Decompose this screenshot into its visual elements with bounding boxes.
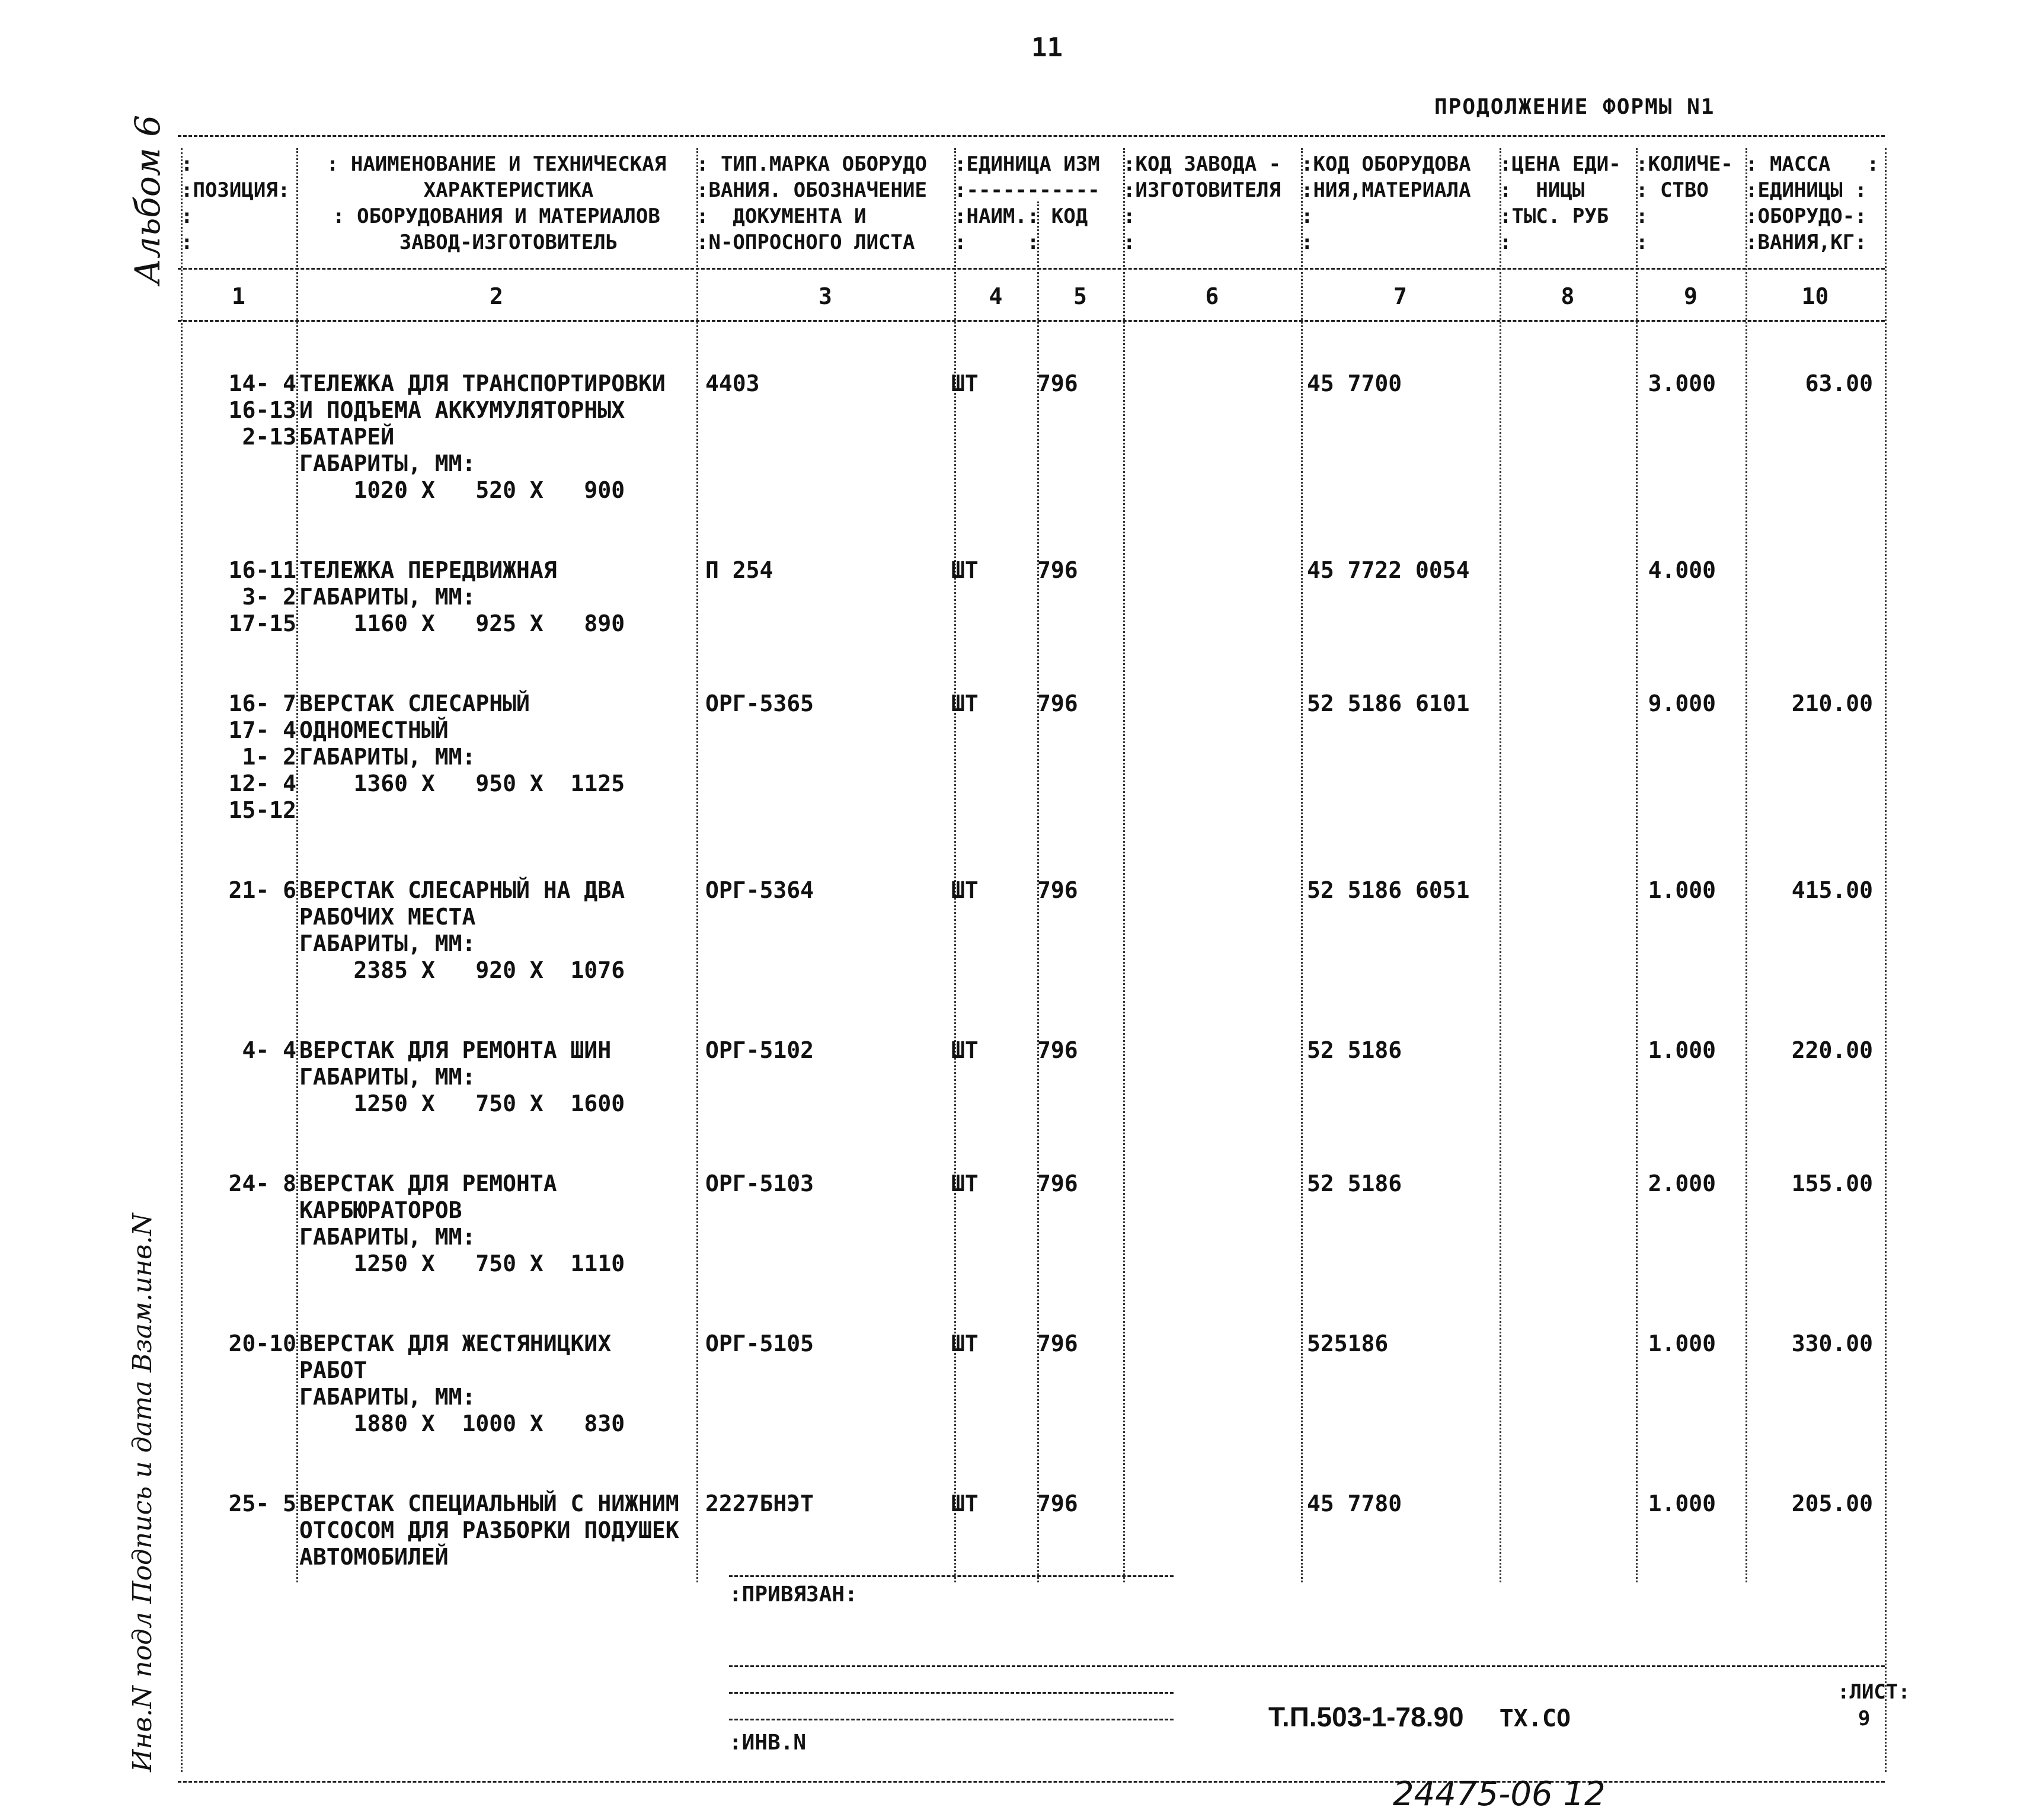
name-cell: ГАБАРИТЫ, ММ: — [299, 450, 476, 476]
position-cell: 24- 8 — [228, 1170, 296, 1197]
bound-label: :ПРИВЯЗАН: — [729, 1582, 858, 1607]
col-divider — [1885, 148, 1887, 1772]
mass-cell: 155.00 — [1791, 1170, 1873, 1197]
material-code-cell: 45 7700 — [1307, 370, 1402, 396]
name-cell: ВЕРСТАК ДЛЯ РЕМОНТА ШИН — [299, 1037, 612, 1063]
header-price: :ЦЕНА ЕДИ- : НИЦЫ :ТЫС. РУБ : — [1500, 152, 1621, 254]
name-cell: 1250 Х 750 Х 1110 — [299, 1250, 625, 1277]
name-cell: ВЕРСТАК СПЕЦИАЛЬНЫЙ С НИЖНИМ — [299, 1490, 679, 1517]
name-cell: 1360 Х 950 Х 1125 — [299, 770, 625, 797]
name-cell: ГАБАРИТЫ, ММ: — [299, 1384, 476, 1410]
unit-code-cell: 796 — [1037, 370, 1078, 396]
form-title: ПРОДОЛЖЕНИЕ ФОРМЫ N1 — [1434, 95, 1715, 119]
unit-cell: ШТ — [951, 877, 979, 903]
stamp-block — [729, 1582, 1174, 1772]
name-cell: ГАБАРИТЫ, ММ: — [299, 584, 476, 610]
inv-label: :ИНВ.N — [729, 1731, 807, 1755]
name-cell: ТЕЛЕЖКА ПЕРЕДВИЖНАЯ — [299, 557, 557, 583]
name-cell: РАБОЧИХ МЕСТА — [299, 904, 476, 930]
type-cell: П 254 — [705, 557, 773, 583]
handwritten-number: 24475-06 12 — [1393, 1775, 1606, 1813]
sheet-number: 9 — [1858, 1707, 1871, 1731]
name-cell: И ПОДЪЕМА АККУМУЛЯТОРНЫХ — [299, 397, 625, 423]
unit-cell: ШТ — [951, 690, 979, 717]
name-cell: КАРБЮРАТОРОВ — [299, 1197, 462, 1223]
unit-cell: ШТ — [951, 1037, 979, 1063]
material-code-cell: 45 7722 0054 — [1307, 557, 1470, 583]
header-bottom-rule — [178, 268, 1885, 270]
header-unit: :ЕДИНИЦА ИЗМ :----------- :НАИМ.: КОД : : — [954, 152, 1100, 254]
quantity-cell: 1.000 — [1648, 877, 1716, 903]
name-cell: 2385 Х 920 Х 1076 — [299, 957, 625, 983]
material-code-cell: 525186 — [1307, 1330, 1389, 1357]
header-type: : ТИП.МАРКА ОБОРУДО :ВАНИЯ. ОБОЗНАЧЕНИЕ : ДОКУМЕНТА И :N-ОПРОСНОГО ЛИСТА — [696, 152, 927, 254]
column-number: 3 — [819, 283, 832, 309]
type-cell: ОРГ-5105 — [705, 1330, 814, 1357]
column-number-rule — [178, 320, 1885, 322]
quantity-cell: 9.000 — [1648, 690, 1716, 717]
unit-cell: ШТ — [951, 370, 979, 396]
unit-cell: ШТ — [951, 1170, 979, 1197]
column-number: 10 — [1801, 283, 1829, 309]
position-cell: 25- 5 — [228, 1490, 296, 1517]
unit-cell: ШТ — [951, 557, 979, 583]
unit-cell: ШТ — [951, 1330, 979, 1357]
name-cell: РАБОТ — [299, 1357, 367, 1383]
position-cell: 16-13 — [228, 397, 296, 423]
unit-code-cell: 796 — [1037, 877, 1078, 903]
name-cell: АВТОМОБИЛЕЙ — [299, 1544, 449, 1570]
position-cell: 12- 4 — [228, 770, 296, 797]
table-top-rule — [178, 135, 1885, 137]
column-number: 2 — [490, 283, 503, 309]
unit-code-cell: 796 — [1037, 1490, 1078, 1517]
name-cell: БАТАРЕЙ — [299, 424, 395, 450]
table-row — [178, 530, 1885, 664]
header-factory-code: :КОД ЗАВОДА - :ИЗГОТОВИТЕЛЯ : : — [1123, 152, 1281, 254]
column-number: 6 — [1205, 283, 1219, 309]
name-cell: 1020 Х 520 Х 900 — [299, 477, 625, 503]
type-cell: ОРГ-5365 — [705, 690, 814, 717]
position-cell: 4- 4 — [242, 1037, 296, 1063]
table-bottom-rule — [178, 1781, 1885, 1783]
position-cell: 1- 2 — [242, 744, 296, 770]
mass-cell: 415.00 — [1791, 877, 1873, 903]
name-cell: 1250 Х 750 Х 1600 — [299, 1090, 625, 1117]
name-cell: ГАБАРИТЫ, ММ: — [299, 1064, 476, 1090]
column-number: 9 — [1684, 283, 1697, 309]
unit-cell: ШТ — [951, 1490, 979, 1517]
mass-cell: 220.00 — [1791, 1037, 1873, 1063]
material-code-cell: 52 5186 6101 — [1307, 690, 1470, 717]
position-cell: 21- 6 — [228, 877, 296, 903]
album-label: Альбом 6 — [127, 114, 168, 284]
name-cell: ВЕРСТАК СЛЕСАРНЫЙ НА ДВА — [299, 877, 625, 903]
unit-code-cell: 796 — [1037, 1170, 1078, 1197]
position-cell: 17- 4 — [228, 717, 296, 743]
header-position: : :ПОЗИЦИЯ: : : — [181, 152, 290, 254]
mass-cell: 63.00 — [1805, 370, 1873, 396]
material-code-cell: 52 5186 — [1307, 1170, 1402, 1197]
type-cell: 4403 — [705, 370, 760, 396]
name-cell: ВЕРСТАК СЛЕСАРНЫЙ — [299, 690, 530, 717]
type-cell: 2227БНЭТ — [705, 1490, 814, 1517]
quantity-cell: 1.000 — [1648, 1037, 1716, 1063]
header-quantity: :КОЛИЧЕ- : СТВО : : — [1636, 152, 1733, 254]
quantity-cell: 1.000 — [1648, 1490, 1716, 1517]
quantity-cell: 4.000 — [1648, 557, 1716, 583]
table-row — [178, 1010, 1885, 1144]
column-number: 1 — [232, 283, 245, 309]
header-name: : НАИМЕНОВАНИЕ И ТЕХНИЧЕСКАЯ ХАРАКТЕРИСТИКА : ОБОРУДОВАНИЯ И МАТЕРИАЛОВ ЗАВОД-ИЗГОТОВИТЕЛЬ — [326, 152, 667, 254]
column-number: 7 — [1393, 283, 1407, 309]
name-cell: ОТСОСОМ ДЛЯ РАЗБОРКИ ПОДУШЕК — [299, 1517, 679, 1543]
position-cell: 20-10 — [228, 1330, 296, 1357]
position-cell: 2-13 — [242, 424, 296, 450]
position-cell: 16- 7 — [228, 690, 296, 717]
stamp-rule — [729, 1575, 1174, 1577]
table-row — [178, 1304, 1885, 1464]
table-row — [178, 344, 1885, 530]
type-cell: ОРГ-5364 — [705, 877, 814, 903]
name-cell: ТЕЛЕЖКА ДЛЯ ТРАНСПОРТИРОВКИ — [299, 370, 666, 396]
quantity-cell: 1.000 — [1648, 1330, 1716, 1357]
table-row — [178, 1464, 1885, 1597]
table-row — [178, 1144, 1885, 1304]
position-cell: 14- 4 — [228, 370, 296, 396]
unit-code-cell: 796 — [1037, 1330, 1078, 1357]
stamp-rule — [729, 1719, 1174, 1720]
quantity-cell: 2.000 — [1648, 1170, 1716, 1197]
stamp-rule — [729, 1665, 1885, 1667]
mass-cell: 330.00 — [1791, 1330, 1873, 1357]
type-cell: ОРГ-5102 — [705, 1037, 814, 1063]
mass-cell: 205.00 — [1791, 1490, 1873, 1517]
document-code-main: Т.П.503-1-78.90 — [1268, 1701, 1464, 1732]
position-cell: 17-15 — [228, 610, 296, 636]
position-cell: 3- 2 — [242, 584, 296, 610]
quantity-cell: 3.000 — [1648, 370, 1716, 396]
unit-code-cell: 796 — [1037, 557, 1078, 583]
unit-code-cell: 796 — [1037, 1037, 1078, 1063]
material-code-cell: 52 5186 6051 — [1307, 877, 1470, 903]
table-row — [178, 664, 1885, 850]
unit-code-cell: 796 — [1037, 690, 1078, 717]
name-cell: 1160 Х 925 Х 890 — [299, 610, 625, 636]
name-cell: ОДНОМЕСТНЫЙ — [299, 717, 449, 743]
position-cell: 15-12 — [228, 797, 296, 823]
column-number: 4 — [989, 283, 1003, 309]
column-number: 8 — [1561, 283, 1575, 309]
position-cell: 16-11 — [228, 557, 296, 583]
header-material-code: :КОД ОБОРУДОВА :НИЯ,МАТЕРИАЛА : : — [1301, 152, 1471, 254]
stamp-rule — [729, 1692, 1174, 1694]
mass-cell: 210.00 — [1791, 690, 1873, 717]
name-cell: ВЕРСТАК ДЛЯ ЖЕСТЯНИЦКИХ — [299, 1330, 612, 1357]
sheet-label: :ЛИСТ: — [1837, 1680, 1910, 1704]
page-number: 11 — [1031, 33, 1063, 63]
name-cell: 1880 Х 1000 Х 830 — [299, 1410, 625, 1437]
name-cell: ВЕРСТАК ДЛЯ РЕМОНТА — [299, 1170, 557, 1197]
name-cell: ГАБАРИТЫ, ММ: — [299, 744, 476, 770]
side-stamp-text: Инв.N подл Подпись и дата Взам.инв.N — [127, 1213, 158, 1772]
table-row — [178, 850, 1885, 1010]
name-cell: ГАБАРИТЫ, ММ: — [299, 1224, 476, 1250]
material-code-cell: 52 5186 — [1307, 1037, 1402, 1063]
column-number: 5 — [1073, 283, 1087, 309]
name-cell: ГАБАРИТЫ, ММ: — [299, 930, 476, 957]
material-code-cell: 45 7780 — [1307, 1490, 1402, 1517]
equipment-table-body — [178, 344, 1885, 1597]
document-code-suffix: ТХ.СО — [1499, 1705, 1571, 1732]
type-cell: ОРГ-5103 — [705, 1170, 814, 1197]
header-mass: : МАССА : :ЕДИНИЦЫ : :ОБОРУДО-: :ВАНИЯ,КГ: — [1746, 152, 1879, 254]
document-code — [1268, 1701, 1571, 1733]
